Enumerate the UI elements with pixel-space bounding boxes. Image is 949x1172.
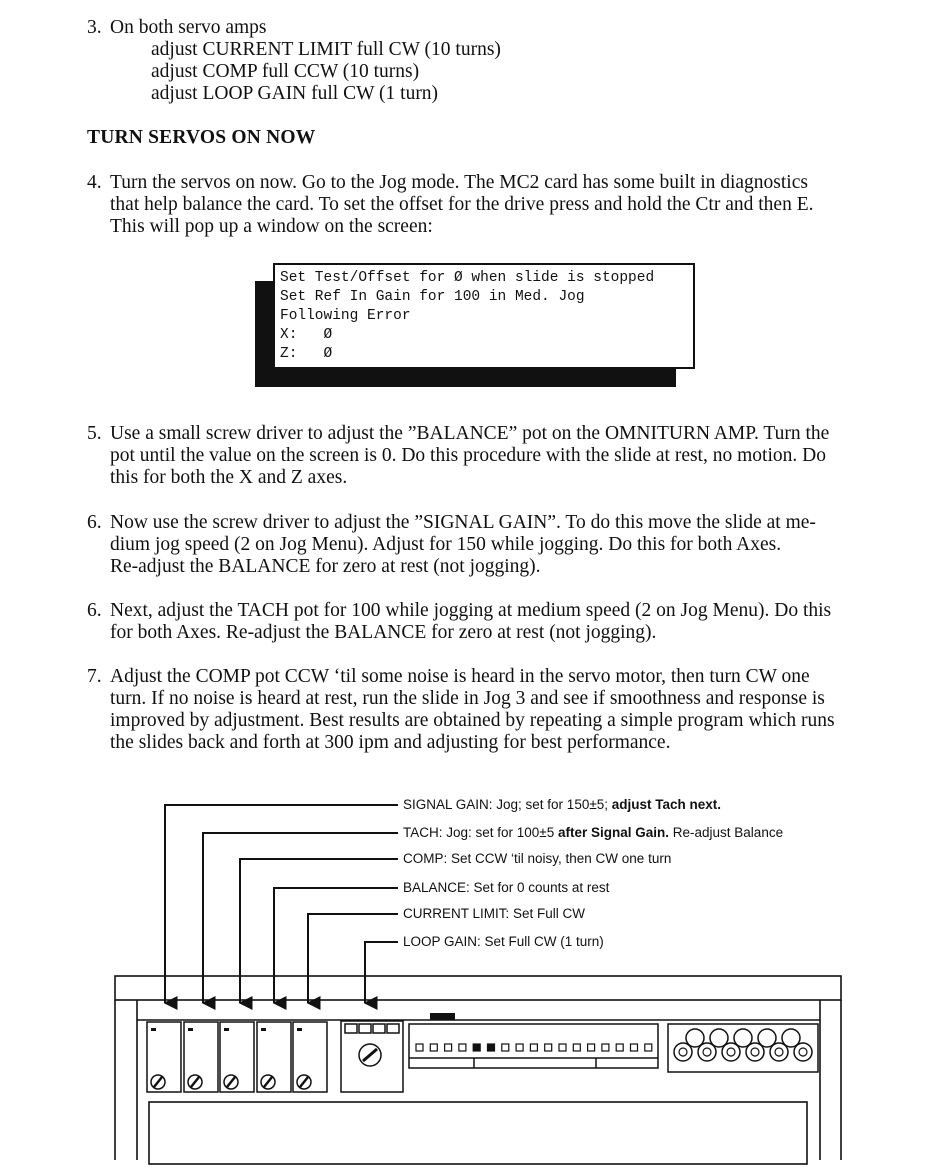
step-line: this for both the X and Z axes. <box>110 467 348 488</box>
signal-gain-leader <box>165 805 398 1003</box>
terminal-line: Set Ref In Gain for 100 in Med. Jog <box>280 289 585 305</box>
step-line: pot until the value on the screen is 0. Do this procedure with the slide at rest, no motion. Do <box>110 445 826 466</box>
terminal-line: Set Test/Offset for Ø when slide is stopped <box>280 270 655 286</box>
step-line: adjust LOOP GAIN full CW (1 turn) <box>151 83 439 104</box>
pot-1[interactable] <box>147 1022 181 1092</box>
led-indicator <box>573 1044 580 1051</box>
step-number: 5. <box>87 423 102 444</box>
label-text: SIGNAL GAIN: Jog; set for 150±5; <box>403 797 612 812</box>
label-text: Re-adjust Balance <box>669 825 784 840</box>
terminal-screw <box>686 1029 704 1047</box>
led-indicator <box>588 1044 595 1051</box>
step-line: adjust CURRENT LIMIT full CW (10 turns) <box>151 39 501 60</box>
current-limit-leader <box>308 914 398 1003</box>
section-heading: TURN SERVOS ON NOW <box>87 127 316 148</box>
step-number: 6. <box>87 512 102 533</box>
terminal-screw <box>710 1029 728 1047</box>
step-number: 4. <box>87 172 102 193</box>
step-line: Turn the servos on now. Go to the Jog mode. The MC2 card has some built in diagnostics <box>110 172 808 193</box>
step-line: Now use the screw driver to adjust the ”SIGNAL GAIN”. To do this move the slide at me- <box>110 512 816 533</box>
step-line: Use a small screw driver to adjust the ”BALANCE” pot on the OMNITURN AMP. Turn the <box>110 423 830 444</box>
led-indicator <box>516 1044 523 1051</box>
led-indicator <box>616 1044 623 1051</box>
step-line: This will pop up a window on the screen: <box>110 216 433 237</box>
terminal-screw <box>782 1029 800 1047</box>
step-line: Re-adjust the BALANCE for zero at rest (not jogging). <box>110 556 541 577</box>
comp-leader <box>240 859 398 1003</box>
balance-leader <box>274 888 398 1003</box>
terminal-screw <box>734 1029 752 1047</box>
step-number: 6. <box>87 600 102 621</box>
terminal-line: X: Ø <box>280 327 333 343</box>
led-indicator <box>602 1044 609 1051</box>
amp-chassis-top <box>115 976 841 1000</box>
led-indicator <box>545 1044 552 1051</box>
loop-gain-leader <box>365 942 398 1003</box>
pot-row <box>147 1022 327 1092</box>
pot-4[interactable] <box>257 1022 291 1092</box>
loop-gain-label: LOOP GAIN: Set Full CW (1 turn) <box>403 934 604 949</box>
terminal-line: Following Error <box>280 308 411 324</box>
amp-board <box>149 1102 807 1164</box>
step-line: for both Axes. Re-adjust the BALANCE for zero at rest (not jogging). <box>110 622 657 643</box>
step-line: turn. If no noise is heard at rest, run the slide in Jog 3 and see if smoothness and response is <box>110 688 825 709</box>
pot-5[interactable] <box>293 1022 327 1092</box>
step-line: dium jog speed (2 on Jog Menu). Adjust for 150 while jogging. Do this for both Axes. <box>110 534 782 555</box>
step-line: Next, adjust the TACH pot for 100 while jogging at medium speed (2 on Jog Menu). Do this <box>110 600 832 621</box>
step-line: improved by adjustment. Best results are obtained by repeating a simple program which runs <box>110 710 835 731</box>
step-line: On both servo amps <box>110 17 267 38</box>
led-indicator <box>502 1044 509 1051</box>
terminal-screw <box>758 1029 776 1047</box>
step-line: that help balance the card. To set the offset for the drive press and hold the Ctr and then E. <box>110 194 814 215</box>
led-indicator <box>445 1044 452 1051</box>
label-bold-text: after Signal Gain. <box>557 825 670 840</box>
comp-label: COMP: Set CCW ‘til noisy, then CW one turn <box>403 851 672 866</box>
current-limit-label: CURRENT LIMIT: Set Full CW <box>403 906 586 921</box>
step-line: the slides back and forth at 300 ipm and adjusting for best performance. <box>110 732 671 753</box>
terminal-line: Z: Ø <box>280 346 333 362</box>
step-number: 3. <box>87 17 102 38</box>
step-line: adjust COMP full CCW (10 turns) <box>151 61 420 82</box>
led-indicator <box>459 1044 466 1051</box>
pot-2[interactable] <box>184 1022 218 1092</box>
balance-label: BALANCE: Set for 0 counts at rest <box>403 880 610 895</box>
step-line: Adjust the COMP pot CCW ‘til some noise is heard in the servo motor, then turn CW one <box>110 666 810 687</box>
label-bold-text: adjust Tach next. <box>611 797 722 812</box>
led-indicator <box>530 1044 537 1051</box>
led-indicator <box>430 1044 437 1051</box>
label-text: TACH: Jog: set for 100±5 <box>403 825 558 840</box>
led-indicator <box>631 1044 638 1051</box>
led-row <box>416 1044 652 1051</box>
led-indicator <box>488 1044 495 1051</box>
led-indicator <box>473 1044 480 1051</box>
led-indicator <box>416 1044 423 1051</box>
step-number: 7. <box>87 666 102 687</box>
led-indicator <box>559 1044 566 1051</box>
pot-3[interactable] <box>220 1022 254 1092</box>
led-indicator <box>645 1044 652 1051</box>
